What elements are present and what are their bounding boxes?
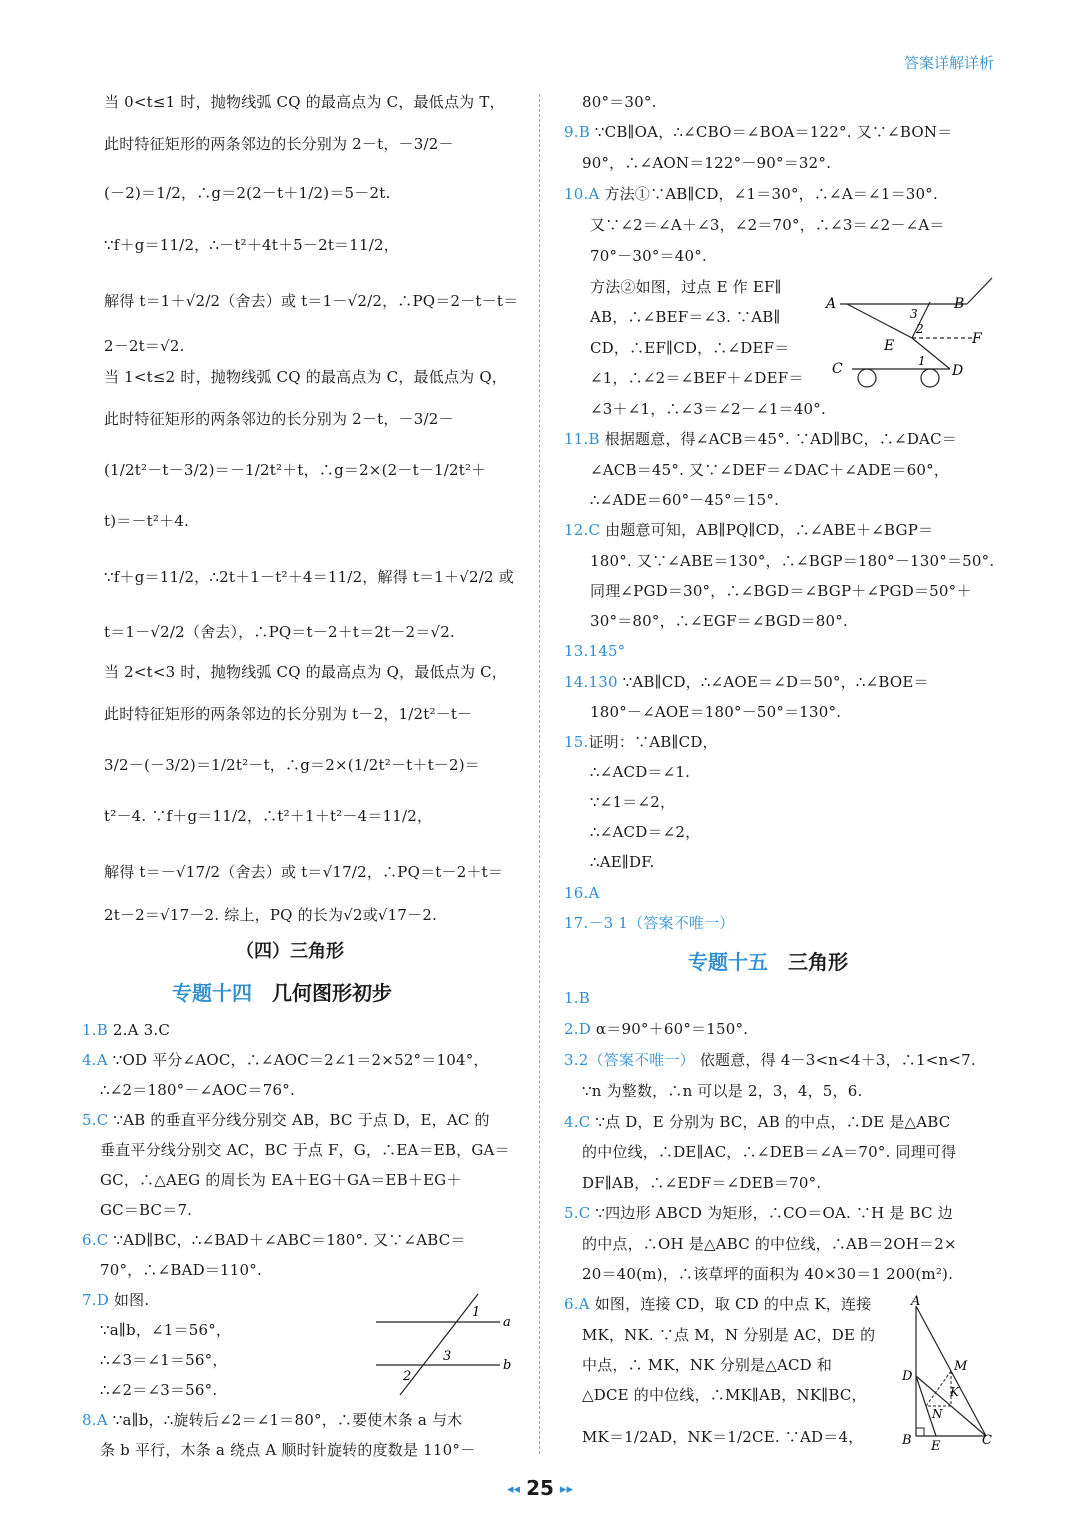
left-column-line xyxy=(104,905,437,925)
answer-text: ∴∠2＝∠3＝56°. xyxy=(100,1381,218,1399)
answer-text: 解得 t＝－√17/2（舍去）或 t＝√17/2，∴PQ＝t－2＋t＝ xyxy=(104,863,504,881)
left-column-line xyxy=(104,806,432,826)
left-answers-line xyxy=(100,1140,510,1160)
topic-15-title xyxy=(688,946,848,975)
right-answers-line xyxy=(564,883,600,903)
fig10-label-1: 1 xyxy=(918,354,926,368)
left-column-line xyxy=(104,409,454,429)
right-answers-2-line xyxy=(582,1325,875,1345)
right-answers-line xyxy=(590,762,690,782)
answer-text: ∵AD∥BC，∴∠BAD＋∠ABC＝180°. 又∵∠ABC＝ xyxy=(108,1231,466,1249)
answer-text: GC＝BC＝7. xyxy=(100,1201,193,1219)
right-answers-line xyxy=(590,852,655,872)
right-answers-line xyxy=(590,581,972,601)
fig6-label-K: K xyxy=(950,1385,959,1399)
section-subtitle: （四）三角形 xyxy=(236,941,344,962)
right-answers-line xyxy=(590,702,841,722)
figure-q7-parallel-lines xyxy=(370,1290,520,1400)
right-answers-2-line xyxy=(582,1264,953,1284)
answer-text: ∴∠ACD＝∠1. xyxy=(590,763,691,781)
right-answers-2-line xyxy=(582,1142,956,1162)
answer-text: 2－2t＝√2. xyxy=(104,337,185,355)
left-column-line xyxy=(104,134,454,154)
right-answers-2-line xyxy=(564,1203,953,1223)
right-answers-2-line xyxy=(582,1427,863,1447)
right-answers-2-line xyxy=(582,1234,957,1254)
left-column-line xyxy=(104,460,486,480)
left-answers-line xyxy=(100,1260,262,1280)
answer-number: 15. xyxy=(564,733,589,751)
left-answers-line xyxy=(82,1110,490,1130)
fig10-label-F: F xyxy=(972,331,982,347)
right-answers-line xyxy=(590,490,779,510)
answer-text: MK＝1/2AD，NK＝1/2CE. ∵AD＝4， xyxy=(582,1428,864,1446)
answer-number: 3.2（答案不唯一） xyxy=(564,1051,695,1069)
answer-text: α＝90°＋60°＝150°. xyxy=(590,1020,749,1038)
fig10-label-2: 2 xyxy=(916,322,924,336)
answer-number: 6.A xyxy=(564,1295,590,1313)
right-answers-line xyxy=(590,399,826,419)
answer-text: GC，∴△AEG 的周长为 EA＋EG＋GA＝EB＋EG＋ xyxy=(100,1171,462,1189)
fig10-label-E: E xyxy=(884,338,895,354)
fig7-label-2: 2 xyxy=(403,1369,412,1384)
answer-text: 证明：∵AB∥CD， xyxy=(588,733,718,751)
answer-text: ∴AE∥DF. xyxy=(590,853,655,871)
left-answers-line xyxy=(100,1350,228,1370)
answer-text: △DCE 的中位线，∴MK∥AB，NK∥BC， xyxy=(582,1386,867,1404)
left-answers-line xyxy=(100,1200,192,1220)
answer-text: 如图. xyxy=(108,1291,150,1309)
answer-number: 2.D xyxy=(564,1020,591,1038)
answer-text: ∵点 D，E 分别为 BC，AB 的中点，∴DE 是△ABC xyxy=(590,1113,951,1131)
right-answers-line xyxy=(564,913,735,933)
fig7-label-b: b xyxy=(503,1358,512,1373)
fig10-label-A: A xyxy=(826,296,837,312)
answer-text: DF∥AB，∴∠EDF＝∠DEB＝70°. xyxy=(582,1174,822,1192)
right-answers-2-line xyxy=(582,1081,862,1101)
left-column-line xyxy=(104,291,518,311)
right-answers-line xyxy=(590,338,789,358)
fig6-label-N: N xyxy=(932,1407,943,1421)
next-page-icon[interactable]: ▸▸ xyxy=(559,1482,573,1497)
right-answers-2-line xyxy=(564,988,590,1008)
right-answers-line xyxy=(582,153,831,173)
answer-text: ∵AB∥CD，∴∠AOE＝∠D＝50°，∴∠BOE＝ xyxy=(617,673,929,691)
answer-number: 8.A xyxy=(82,1411,108,1429)
right-answers-line xyxy=(564,184,938,204)
answer-text: ∵∠1＝∠2， xyxy=(590,793,676,811)
topic-14-number: 专题十四 xyxy=(172,981,252,1005)
answer-text: 垂直平分线分别交 AC，BC 于点 F，G，∴EA＝EB，GA＝ xyxy=(100,1141,510,1159)
answer-number: 1.B xyxy=(82,1021,108,1039)
answer-text: CD，∴EF∥CD，∴∠DEF＝ xyxy=(590,339,790,357)
answer-number: 6.C xyxy=(82,1231,109,1249)
answer-text: 的中点，∴OH 是△ABC 的中位线，∴AB＝2OH＝2× xyxy=(582,1235,957,1253)
fig6-label-B: B xyxy=(902,1433,912,1448)
answer-text: ∵四边形 ABCD 为矩形，∴CO＝OA. ∵H 是 BC 边 xyxy=(590,1204,953,1222)
transversal xyxy=(400,1294,481,1395)
left-column-line xyxy=(104,235,399,255)
page-number xyxy=(0,1476,1080,1500)
answer-text: ∴∠2＝180°－∠AOC＝76°. xyxy=(100,1081,295,1099)
fig6-label-E: E xyxy=(931,1439,941,1452)
answer-text: 90°，∴∠AON＝122°－90°＝32°. xyxy=(582,154,832,172)
right-answers-line xyxy=(564,641,625,661)
left-column-line xyxy=(104,183,390,203)
fig10-label-B: B xyxy=(954,296,965,312)
fig7-label-a: a xyxy=(503,1315,511,1330)
answer-text: AB，∴∠BEF＝∠3. ∵AB∥ xyxy=(590,308,781,326)
answer-number: 16.A xyxy=(564,884,600,902)
fig7-label-3: 3 xyxy=(443,1349,452,1364)
fig7-label-1: 1 xyxy=(472,1305,481,1320)
right-answers-line xyxy=(590,307,781,327)
answer-text: 2t－2＝√17－2. 综上，PQ 的长为√2或√17－2. xyxy=(104,906,438,924)
answer-text: ∵OD 平分∠AOC，∴∠AOC＝2∠1＝2×52°＝104°， xyxy=(107,1051,489,1069)
answer-text: 方法②如图，过点 E 作 EF∥ xyxy=(590,278,782,296)
topic-14-title xyxy=(172,977,392,1006)
right-answers-2-line xyxy=(564,1019,748,1039)
right-answers-line xyxy=(590,368,804,388)
answer-text: ∠1，∴∠2＝∠BEF＋∠DEF＝ xyxy=(590,369,804,387)
answer-text: 此时特征矩形的两条邻边的长分别为 t－2，1/2t²－t－ xyxy=(104,705,473,723)
right-answers-line xyxy=(564,732,718,752)
answer-text: ∵f＋g＝11/2，∴2t＋1－t²＋4＝11/2，解得 t＝1＋√2/2 或 xyxy=(104,568,514,586)
right-answers-line xyxy=(590,822,700,842)
answer-text: ∴∠3＝∠1＝56°， xyxy=(100,1351,228,1369)
answer-text: 30°＝80°，∴∠EGF＝∠BGD＝80°. xyxy=(590,612,848,630)
answer-text: ∠ACB＝45°. 又∵∠DEF＝∠DAC＋∠ADE＝60°， xyxy=(590,461,950,479)
answer-text: 当 0<t≤1 时，抛物线弧 CQ 的最高点为 C，最低点为 T， xyxy=(104,93,505,111)
answer-number: 5.C xyxy=(82,1111,109,1129)
answer-text: MK，NK. ∵点 M，N 分别是 AC，DE 的 xyxy=(582,1326,876,1344)
page-number-value: 25 xyxy=(526,1476,554,1500)
left-column-line xyxy=(104,336,185,356)
right-answers-line xyxy=(564,122,952,142)
answer-text: 同理∠PGD＝30°，∴∠BGD＝∠BGP＋∠PGD＝50°＋ xyxy=(590,582,972,600)
answer-text: ∵AB 的垂直平分线分别交 AB，BC 于点 D，E，AC 的 xyxy=(108,1111,490,1129)
answer-text: ∴∠ACD＝∠2， xyxy=(590,823,701,841)
answer-number: 7.D xyxy=(82,1291,109,1309)
answer-text: ∵a∥b，∠1＝56°， xyxy=(100,1321,232,1339)
wheel-left xyxy=(858,369,876,387)
fig6-label-C: C xyxy=(982,1433,992,1448)
answer-text: 3/2－(－3/2)＝1/2t²－t，∴g＝2×(1/2t²－t＋t－2)＝ xyxy=(104,756,480,774)
right-answers-2-line xyxy=(564,1294,871,1314)
answer-text: ∵n 为整数，∴n 可以是 2，3，4，5，6. xyxy=(582,1082,863,1100)
left-answers-line xyxy=(82,1290,149,1310)
right-answers-line xyxy=(590,792,675,812)
answer-text: 当 2<t<3 时，抛物线弧 CQ 的最高点为 Q，最低点为 C， xyxy=(104,663,508,681)
answer-text: 此时特征矩形的两条邻边的长分别为 2－t，－3/2－ xyxy=(104,410,454,428)
answer-text: ∠3＋∠1，∴∠3＝∠2－∠1＝40°. xyxy=(590,400,826,418)
left-answers-line xyxy=(100,1380,217,1400)
left-answers-line xyxy=(82,1050,489,1070)
left-column-line xyxy=(104,567,514,587)
fig10-label-C: C xyxy=(832,361,843,377)
answer-number: 17.－3 1（答案不唯一） xyxy=(564,914,735,932)
answer-text: 依题意，得 4－3<n<4＋3，∴1<n<7. xyxy=(694,1051,976,1069)
answer-number: 4.A xyxy=(82,1051,108,1069)
left-column-line xyxy=(104,92,505,112)
right-answers-line xyxy=(590,460,949,480)
answer-text: ∴∠ADE＝60°－45°＝15°. xyxy=(590,491,780,509)
answer-text: t)＝－t²＋4. xyxy=(104,512,190,530)
answer-number: 12.C xyxy=(564,521,601,539)
figure-q10-parallel-lines xyxy=(822,272,1000,392)
left-column-line xyxy=(104,367,507,387)
answer-text: ∵a∥b，∴旋转后∠2＝∠1＝80°，∴要使木条 a 与木 xyxy=(107,1411,463,1429)
right-answers-2-line xyxy=(582,1355,832,1375)
answer-number: 4.C xyxy=(564,1113,591,1131)
topic-15-number: 专题十五 xyxy=(688,950,768,974)
answer-text: 70°－30°＝40°. xyxy=(590,247,707,265)
answer-text: (－2)＝1/2，∴g＝2(2－t＋1/2)＝5－2t. xyxy=(104,184,391,202)
wheel-right xyxy=(921,369,939,387)
right-answers-line xyxy=(590,611,848,631)
topic-15-name: 三角形 xyxy=(788,950,848,974)
answer-number: 13.145° xyxy=(564,642,626,660)
right-answers-2-line xyxy=(582,1173,821,1193)
left-column-line xyxy=(104,755,480,775)
answer-text: 解得 t＝1＋√2/2（舍去）或 t＝1－√2/2，∴PQ＝2－t－t＝ xyxy=(104,292,519,310)
answer-text: 180°－∠AOE＝180°－50°＝130°. xyxy=(590,703,842,721)
left-answers-line xyxy=(100,1320,231,1340)
answer-text: 根据题意，得∠ACB＝45°. ∵AD∥BC，∴∠DAC＝ xyxy=(599,430,957,448)
column-divider xyxy=(539,94,540,1454)
right-answers-2-line xyxy=(564,1050,976,1070)
figure-q6-triangle xyxy=(898,1294,998,1452)
answer-text: 此时特征矩形的两条邻边的长分别为 2－t，－3/2－ xyxy=(104,135,454,153)
answer-text: ∵f＋g＝11/2，∴－t²＋4t＋5－2t＝11/2， xyxy=(104,236,399,254)
answer-text: 如图，连接 CD，取 CD 的中点 K，连接 xyxy=(589,1295,872,1313)
left-column-line xyxy=(104,622,455,642)
right-answers-line xyxy=(582,92,657,112)
left-answers-line xyxy=(82,1410,462,1430)
left-answers-line xyxy=(100,1080,295,1100)
answer-number: 9.B xyxy=(564,123,590,141)
fig6-label-M: M xyxy=(954,1359,968,1374)
answer-text: 70°，∴∠BAD＝110°. xyxy=(100,1261,262,1279)
right-answers-line xyxy=(590,246,707,266)
answer-text: 由题意可知，AB∥PQ∥CD，∴∠ABE＋∠BGP＝ xyxy=(600,521,934,539)
answer-text: 的中位线，∴DE∥AC，∴∠DEB＝∠A＝70°. 同理可得 xyxy=(582,1143,957,1161)
right-answers-line xyxy=(590,551,994,571)
header-title: 答案详解详析 xyxy=(903,54,994,72)
left-column-line xyxy=(104,662,507,682)
left-answers-line xyxy=(82,1230,466,1250)
fig10-label-3: 3 xyxy=(910,307,918,321)
topic-14-name: 几何图形初步 xyxy=(272,981,392,1005)
answer-text: 20＝40(m)，∴该草坪的面积为 40×30＝1 200(m²). xyxy=(582,1265,954,1283)
right-answers-line xyxy=(590,277,782,297)
right-angle-mark xyxy=(916,1428,924,1436)
answer-text: (1/2t²－t－3/2)＝－1/2t²＋t，∴g＝2×(2－t－1/2t²＋ xyxy=(104,461,487,479)
answer-number: 10.A xyxy=(564,185,600,203)
answer-text: t²－4. ∵f＋g＝11/2，∴t²＋1＋t²－4＝11/2， xyxy=(104,807,433,825)
right-answers-line xyxy=(564,672,929,692)
left-answers-line xyxy=(82,1020,170,1040)
fig6-label-A: A xyxy=(911,1294,921,1309)
answer-number: 11.B xyxy=(564,430,600,448)
right-answers-line xyxy=(590,215,945,235)
right-answers-2-line xyxy=(564,1112,950,1132)
answer-number: 5.C xyxy=(564,1204,591,1222)
answer-text: 当 1<t≤2 时，抛物线弧 CQ 的最高点为 C，最低点为 Q， xyxy=(104,368,508,386)
prev-page-icon[interactable]: ◂◂ xyxy=(507,1482,521,1497)
answer-text: 又∵∠2＝∠A＋∠3，∠2＝70°，∴∠3＝∠2－∠A＝ xyxy=(590,216,945,234)
left-column-line xyxy=(104,862,503,882)
right-answers-2-line xyxy=(582,1385,867,1405)
left-column-line xyxy=(104,511,189,531)
answer-text: ∵CB∥OA，∴∠CBO＝∠BOA＝122°. 又∵∠BON＝ xyxy=(589,123,953,141)
left-answers-line xyxy=(100,1440,475,1460)
answer-text: 中点，∴ MK，NK 分别是△ACD 和 xyxy=(582,1356,833,1374)
answer-text: 80°＝30°. xyxy=(582,93,657,111)
right-answers-line xyxy=(564,429,957,449)
answer-text: 条 b 平行，木条 a 绕点 A 顺时针旋转的度数是 110°－ xyxy=(100,1441,476,1459)
fig10-label-D: D xyxy=(952,363,964,379)
answer-text: 方法①∵AB∥CD，∠1＝30°，∴∠A＝∠1＝30°. xyxy=(599,185,938,203)
answer-number: 1.B xyxy=(564,989,590,1007)
fig6-label-D: D xyxy=(902,1369,913,1384)
answer-number: 14.130 xyxy=(564,673,618,691)
answer-text: t＝1－√2/2（舍去），∴PQ＝t－2＋t＝2t－2＝√2. xyxy=(104,623,455,641)
left-column-line xyxy=(104,704,472,724)
left-answers-line xyxy=(100,1170,462,1190)
answer-text: 180°. 又∵∠ABE＝130°，∴∠BGP＝180°－130°＝50°. xyxy=(590,552,995,570)
answer-text: 2.A 3.C xyxy=(107,1021,171,1039)
right-answers-line xyxy=(564,520,933,540)
